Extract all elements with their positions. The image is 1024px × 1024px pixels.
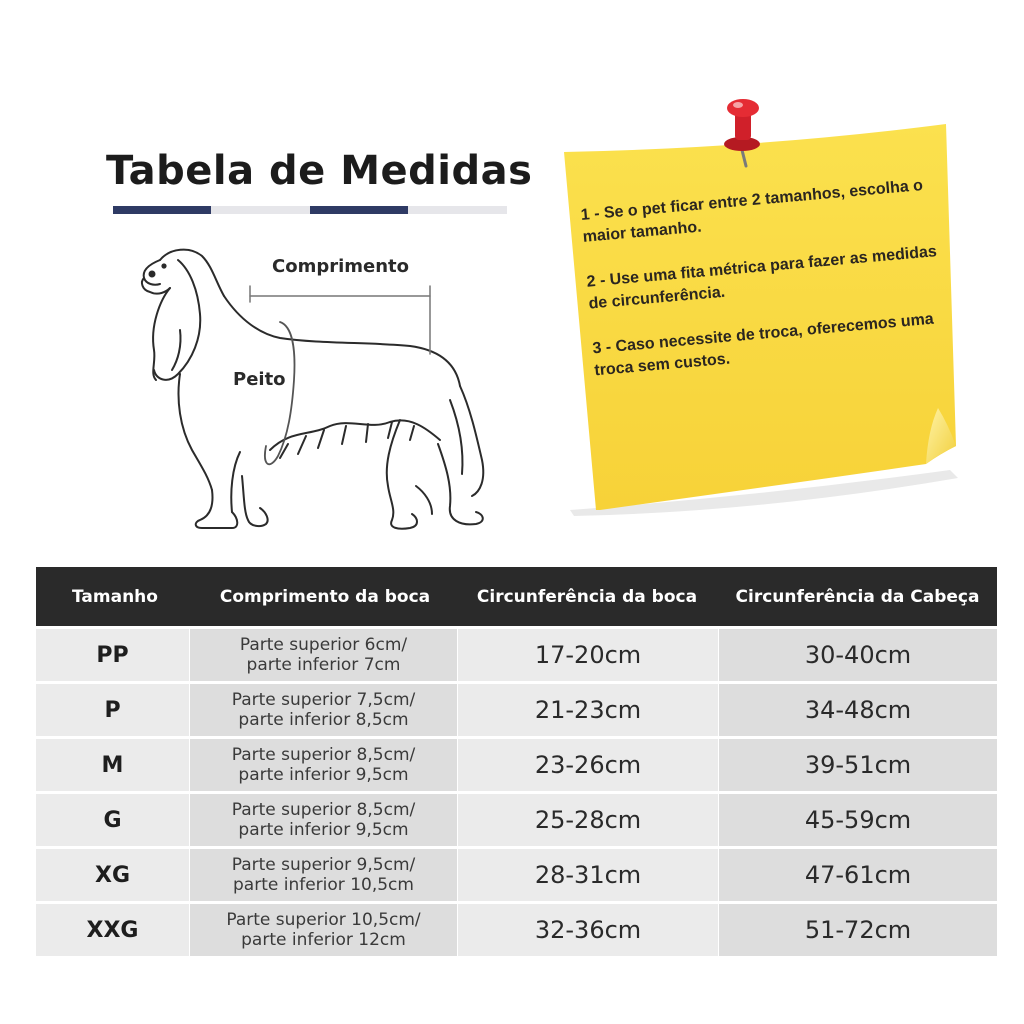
length-top: Parte superior 6cm/ (239, 635, 408, 655)
underline-accent-2 (310, 206, 408, 214)
head-circumference-cell: 51-72cm (719, 904, 997, 956)
length-top: Parte superior 8,5cm/ (231, 745, 416, 765)
length-bottom: parte inferior 7cm (246, 655, 401, 675)
length-bottom: parte inferior 9,5cm (238, 820, 409, 840)
note-line-1: 1 - Se o pet ficar entre 2 tamanhos, escolha o maior tamanho. (580, 177, 924, 246)
head-circumference-cell: 34-48cm (719, 684, 997, 736)
table-row (36, 629, 997, 681)
size-table (36, 567, 997, 956)
size-cell: M (36, 739, 189, 791)
mouth-length-cell (190, 739, 457, 791)
length-top: Parte superior 8,5cm/ (231, 800, 416, 820)
length-top: Parte superior 10,5cm/ (226, 910, 421, 930)
size-cell: G (36, 794, 189, 846)
push-pin-icon (718, 92, 778, 172)
mouth-circumference-cell: 23-26cm (458, 739, 718, 791)
header-mouth-circumference: Circunferência da boca (476, 586, 698, 607)
head-circumference-cell: 45-59cm (719, 794, 997, 846)
table-row (36, 849, 997, 901)
mouth-circumference-cell: 17-20cm (458, 629, 718, 681)
length-bottom: parte inferior 9,5cm (238, 765, 409, 785)
length-bottom: parte inferior 12cm (241, 930, 406, 950)
header-head-circumference: Circunferência da Cabeça (735, 586, 980, 607)
length-bottom: parte inferior 8,5cm (238, 710, 409, 730)
table-row (36, 904, 997, 956)
title-underline (113, 206, 507, 214)
page-title: Tabela de Medidas (106, 148, 533, 194)
mouth-length-cell (190, 849, 457, 901)
size-cell: PP (36, 629, 189, 681)
header-size: Tamanho (72, 586, 158, 607)
table-row (36, 739, 997, 791)
mouth-length-cell (190, 629, 457, 681)
header-mouth-length: Comprimento da boca (219, 586, 431, 607)
note-line-2: 2 - Use uma fita métrica para fazer as medidas de circunferência. (586, 243, 938, 313)
head-circumference-cell: 39-51cm (719, 739, 997, 791)
length-bottom: parte inferior 10,5cm (233, 875, 414, 895)
mouth-circumference-cell: 32-36cm (458, 904, 718, 956)
size-cell: XG (36, 849, 189, 901)
mouth-circumference-cell: 28-31cm (458, 849, 718, 901)
length-top: Parte superior 7,5cm/ (231, 690, 416, 710)
head-circumference-cell: 47-61cm (719, 849, 997, 901)
underline-accent-1 (113, 206, 211, 214)
length-top: Parte superior 9,5cm/ (231, 855, 416, 875)
head-circumference-cell: 30-40cm (719, 629, 997, 681)
mouth-circumference-cell: 25-28cm (458, 794, 718, 846)
mouth-length-cell (190, 794, 457, 846)
table-header (36, 567, 997, 626)
length-label: Comprimento (272, 256, 410, 277)
mouth-length-cell (190, 684, 457, 736)
note-line-3: 3 - Caso necessite de troca, oferecemos uma troca sem custos. (591, 310, 935, 380)
table-row (36, 684, 997, 736)
size-cell: XXG (36, 904, 189, 956)
size-cell: P (36, 684, 189, 736)
note-text (580, 174, 956, 406)
mouth-length-cell (190, 904, 457, 956)
table-row (36, 794, 997, 846)
chest-label: Peito (233, 369, 286, 390)
mouth-circumference-cell: 21-23cm (458, 684, 718, 736)
